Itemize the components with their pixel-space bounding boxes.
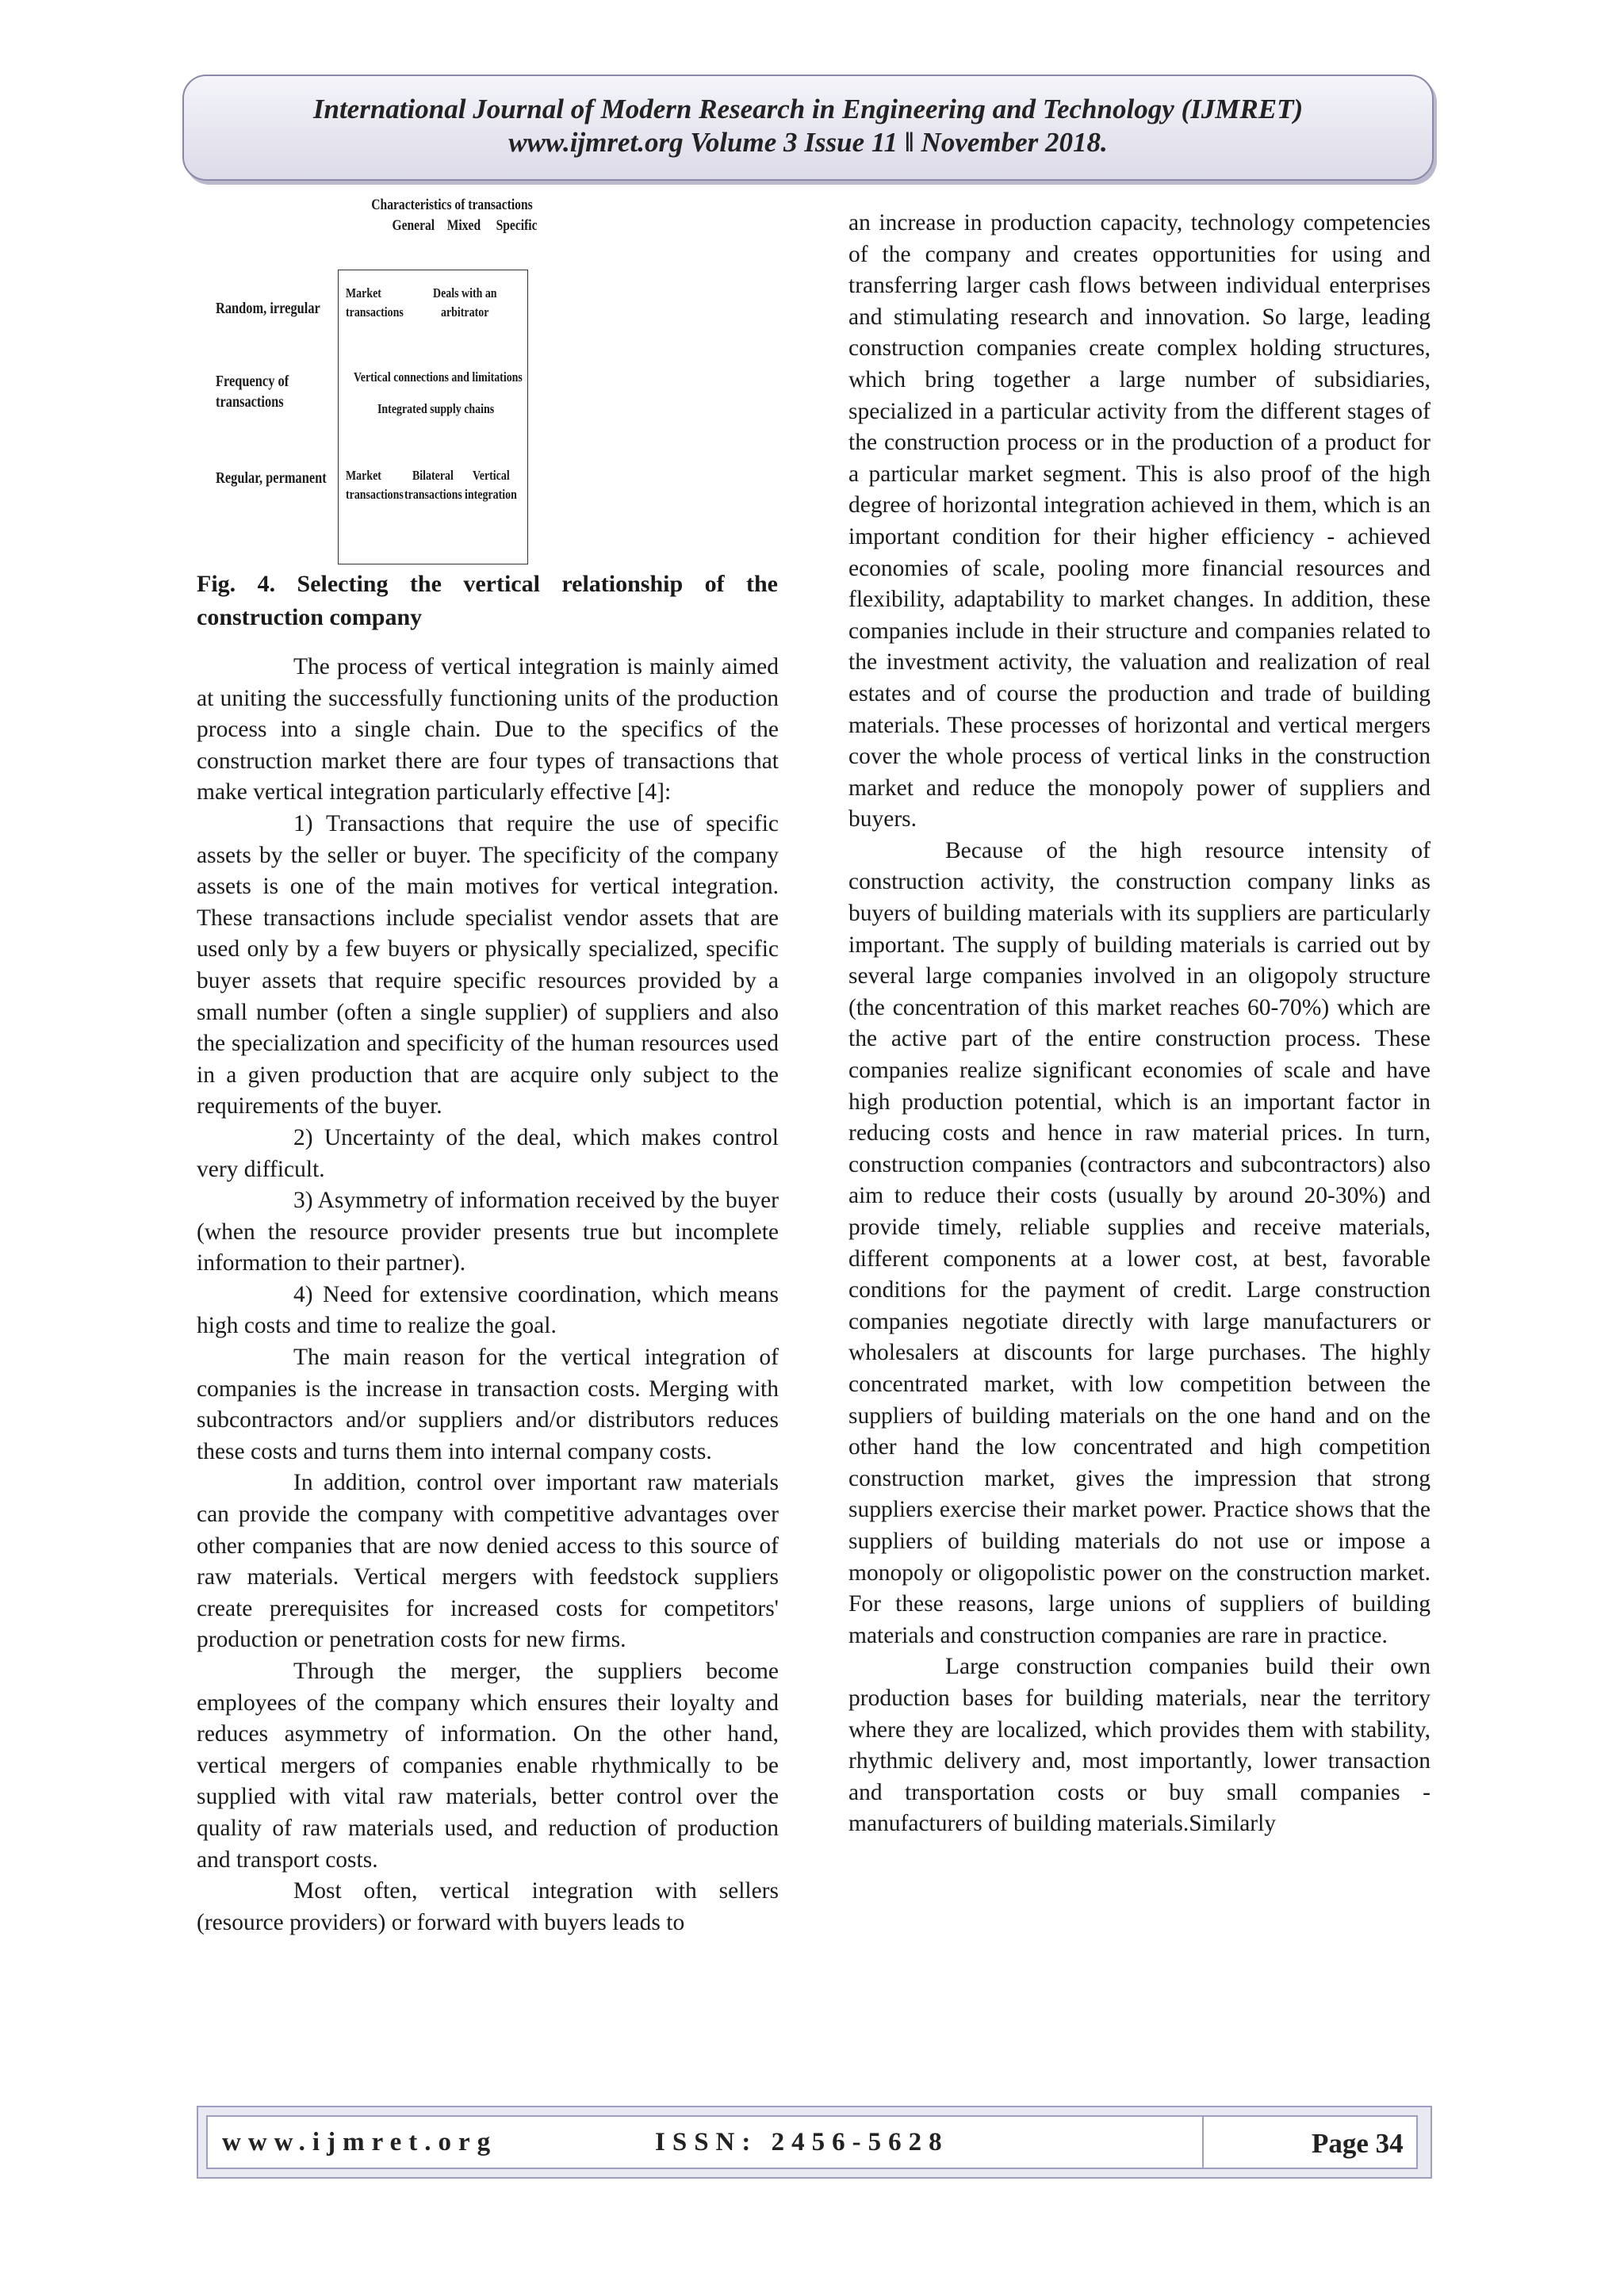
right-column: [848, 208, 1431, 1840]
paragraph: 2) Uncertainty of the deal, which makes control very difficult.: [197, 1124, 779, 1182]
footer-issn: ISSN: 2456-5628: [655, 2128, 949, 2156]
journal-issue: www.ijmret.org Volume 3 Issue 11 ǁ November 2018.: [508, 127, 1108, 158]
paragraph: The main reason for the vertical integration of companies is the increase in transaction costs. Merging with subcontractors and/or suppliers and/or distributors reduces these costs and turns them into internal company costs.: [197, 1345, 779, 1464]
row-label-random: Random, irregular: [216, 300, 320, 317]
heading-specific: Specific: [496, 217, 538, 234]
heading-mixed: Mixed: [446, 217, 481, 234]
paragraph: an increase in production capacity, technology competencies of the company and creates opportunities for using and transferring larger cash flows between individual enterprises and stimulating research and innovation. So large, leading construction companies create complex holding structures, which bring together a large number of subsidiaries, specialized in a particular activity from the different stages of the construction process or in the production of a product for a particular market segment. This is also proof of the high degree of horizontal integration achieved in them, which is an important condition for their higher efficiency - achieved economies of scale, pooling more financial resources and flexibility, adaptability to market changes. In addition, these companies include in their structure and companies related to the investment activity, the valuation and realization of real estates and of course the production and trade of building materials. These processes of horizontal and vertical mergers cover the whole process of vertical links in the construction market and reduce the monopoly power of suppliers and buyers.: [848, 210, 1431, 832]
heading-general: General: [392, 217, 435, 234]
cell-market-2: transactions: [346, 304, 404, 320]
page-number: Page 34: [1312, 2128, 1404, 2159]
paragraph: Through the merger, the suppliers become employees of the company which ensures their loyalty and reduces asymmetry of information. On the other hand, vertical mergers of companies enable rhythmically to be supplied with vital raw materials, better control over the quality of raw materials used, and reduction of production and transport costs.: [197, 1659, 779, 1873]
paragraph: 3) Asymmetry of information received by the buyer (when the resource provider presents true but incomplete information to their partner).: [197, 1188, 779, 1276]
cell-vertical-int-1: Vertical: [473, 468, 510, 483]
paragraph: Most often, vertical integration with sellers (resource providers) or forward with buyers leads to: [197, 1878, 779, 1935]
page-footer: [197, 2106, 1432, 2179]
cell-reg-market-2: transactions: [346, 487, 404, 502]
row-label-frequency-1: Frequency of: [216, 373, 289, 390]
figure-heading-title: Characteristics of transactions: [371, 197, 533, 213]
figure-caption: Fig. 4. Selecting the vertical relationship of the construction company: [197, 571, 778, 630]
cell-bilateral-1: Bilateral: [412, 468, 454, 483]
cell-vertical-int-2: integration: [465, 487, 517, 502]
journal-header: [182, 75, 1434, 181]
cell-market-1: Market: [346, 285, 381, 300]
paragraph: Because of the high resource intensity of construction activity, the construction company links as buyers of building materials with its suppliers are particularly important. The supply of building materials is carried out by several large companies involved in an oligopoly structure (the concentration of this market reaches 60-70%) which are the active part of the entire construction process. These companies realize significant economies of scale and have high production potential, which is an important factor in reducing costs and hence in raw material prices. In turn, construction companies (contractors and subcontractors) also aim to reduce their costs (usually by around 20-30%) and provide timely, reliable supplies and receive materials, different components at a lower cost, at best, favorable conditions for the payment of credit. Large construction companies negotiate directly with large manufacturers or wholesalers at discounts for large purchases. The highly concentrated market, with low competition between the suppliers of building materials on the one hand and on the other hand the low concentrated and high competition construction market, gives the impression that strong suppliers exercise their market power. Practice shows that the suppliers of building materials do not use or impose a monopoly or oligopolistic power on the construction market. For these reasons, large unions of suppliers of building materials and construction companies are rare in practice.: [848, 837, 1431, 1648]
row-label-frequency-2: transactions: [216, 393, 284, 411]
paragraph: 4) Need for extensive coordination, which means high costs and time to realize the goal.: [197, 1281, 779, 1339]
paragraph: In addition, control over important raw materials can provide the company with competitive advantages over other companies that are now denied access to this source of raw materials. Vertical mergers with feedstock suppliers create prerequisites for increased costs for competitors' production or penetration costs for new firms.: [197, 1470, 779, 1653]
footer-website: www.ijmret.org: [222, 2128, 498, 2156]
row-label-regular: Regular, permanent: [216, 469, 327, 487]
cell-arbitrator-2: arbitrator: [441, 304, 489, 320]
paragraph: The process of vertical integration is mainly aimed at uniting the successfully functioning units of the production process into a single chain. Due to the specifics of the construction market there are four types of transactions that make vertical integration particularly effective [4]:: [197, 654, 779, 806]
cell-arbitrator-1: Deals with an: [433, 285, 497, 300]
left-column: [197, 652, 779, 1938]
cell-reg-market-1: Market: [346, 468, 381, 483]
paragraph: Large construction companies build their own production bases for building materials, near the territory where they are localized, which provides them with stability, rhythmic delivery and, most importantly, lower transaction and transportation costs or buy small companies - manufacturers of building materials.Similarly: [848, 1654, 1431, 1837]
journal-title: International Journal of Modern Research in Engineering and Technology (IJMRET): [312, 94, 1304, 124]
cell-vertical-connections: Vertical connections and limitations: [354, 369, 523, 385]
paragraph: 1) Transactions that require the use of specific assets by the seller or buyer. The specificity of the company assets is one of the main motives for vertical integration. These transactions include specialist vendor assets that are used only by a few buyers or physically specialized, specific buyer assets that require specific resources provided by a small number (often a single supplier) of suppliers and also the specialization and specificity of the human resources used in a given production that are acquire only subject to the requirements of the buyer.: [197, 810, 779, 1119]
cell-integrated-supply: Integrated supply chains: [377, 401, 495, 416]
figure-vertical-relationship: [190, 197, 777, 569]
figure-heading-columns: [380, 217, 549, 235]
cell-bilateral-2: transactions: [404, 487, 462, 502]
